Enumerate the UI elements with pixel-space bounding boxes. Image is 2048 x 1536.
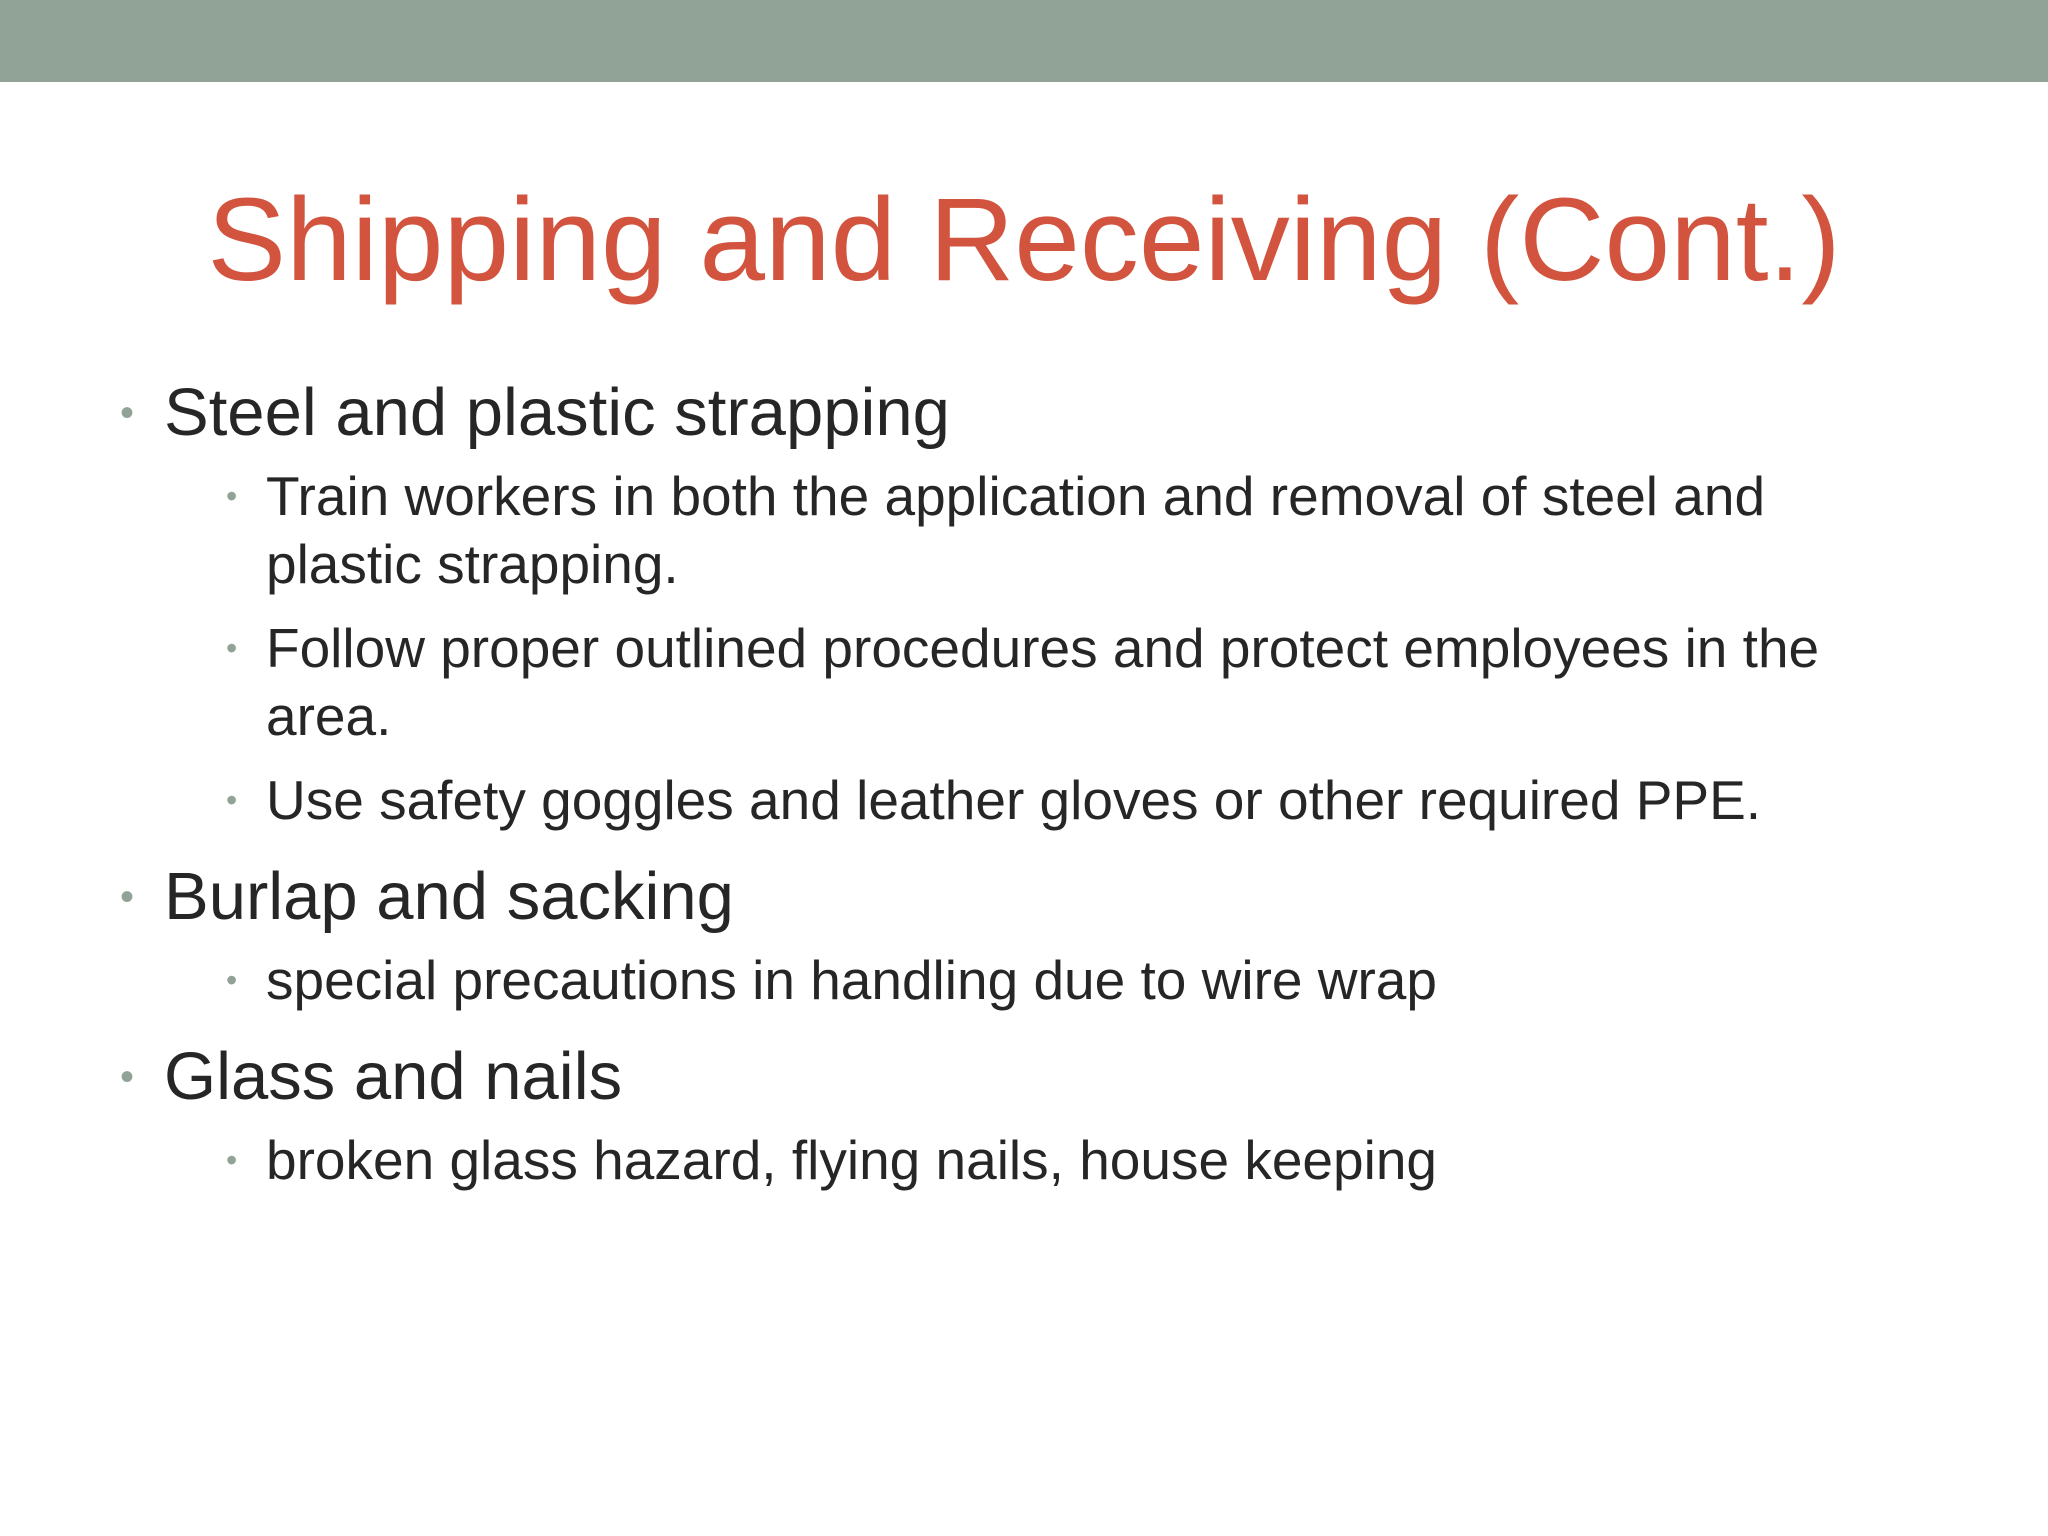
slide-title: Shipping and Receiving (Cont.) [207,174,1841,306]
bullet-list [120,372,1920,1194]
bullet-label: Glass and nails [164,1039,623,1114]
sub-bullet-text: Train workers in both the application and removal of steel and plastic strapping. [266,465,1766,595]
bullet-item [120,1036,1920,1194]
sub-bullet-dot-icon: • [226,782,238,818]
bullet-dot-icon: • [120,875,135,919]
sub-bullet-item [164,946,1920,1014]
sub-bullet-text: special precautions in handling due to wire wrap [266,949,1437,1011]
bullet-dot-icon: • [120,391,135,435]
sub-bullet-text: Use safety goggles and leather gloves or other required PPE. [266,769,1762,831]
sub-bullet-list [164,1126,1920,1194]
sub-bullet-list [164,462,1920,834]
bullet-label: Steel and plastic strapping [164,375,950,450]
bullet-dot-icon: • [120,1055,135,1099]
sub-bullet-dot-icon: • [226,630,238,666]
sub-bullet-item [164,766,1920,834]
sub-bullet-item [164,462,1920,598]
sub-bullet-text: broken glass hazard, flying nails, house keeping [266,1129,1438,1191]
sub-bullet-text: Follow proper outlined procedures and protect employees in the area. [266,617,1820,747]
sub-bullet-item [164,614,1920,750]
top-accent-band [0,0,2048,82]
sub-bullet-dot-icon: • [226,1142,238,1178]
bullet-item [120,856,1920,1014]
sub-bullet-item [164,1126,1920,1194]
bullet-item [120,372,1920,834]
sub-bullet-dot-icon: • [226,962,238,998]
sub-bullet-dot-icon: • [226,478,238,514]
sub-bullet-list [164,946,1920,1014]
bullet-label: Burlap and sacking [164,859,734,934]
